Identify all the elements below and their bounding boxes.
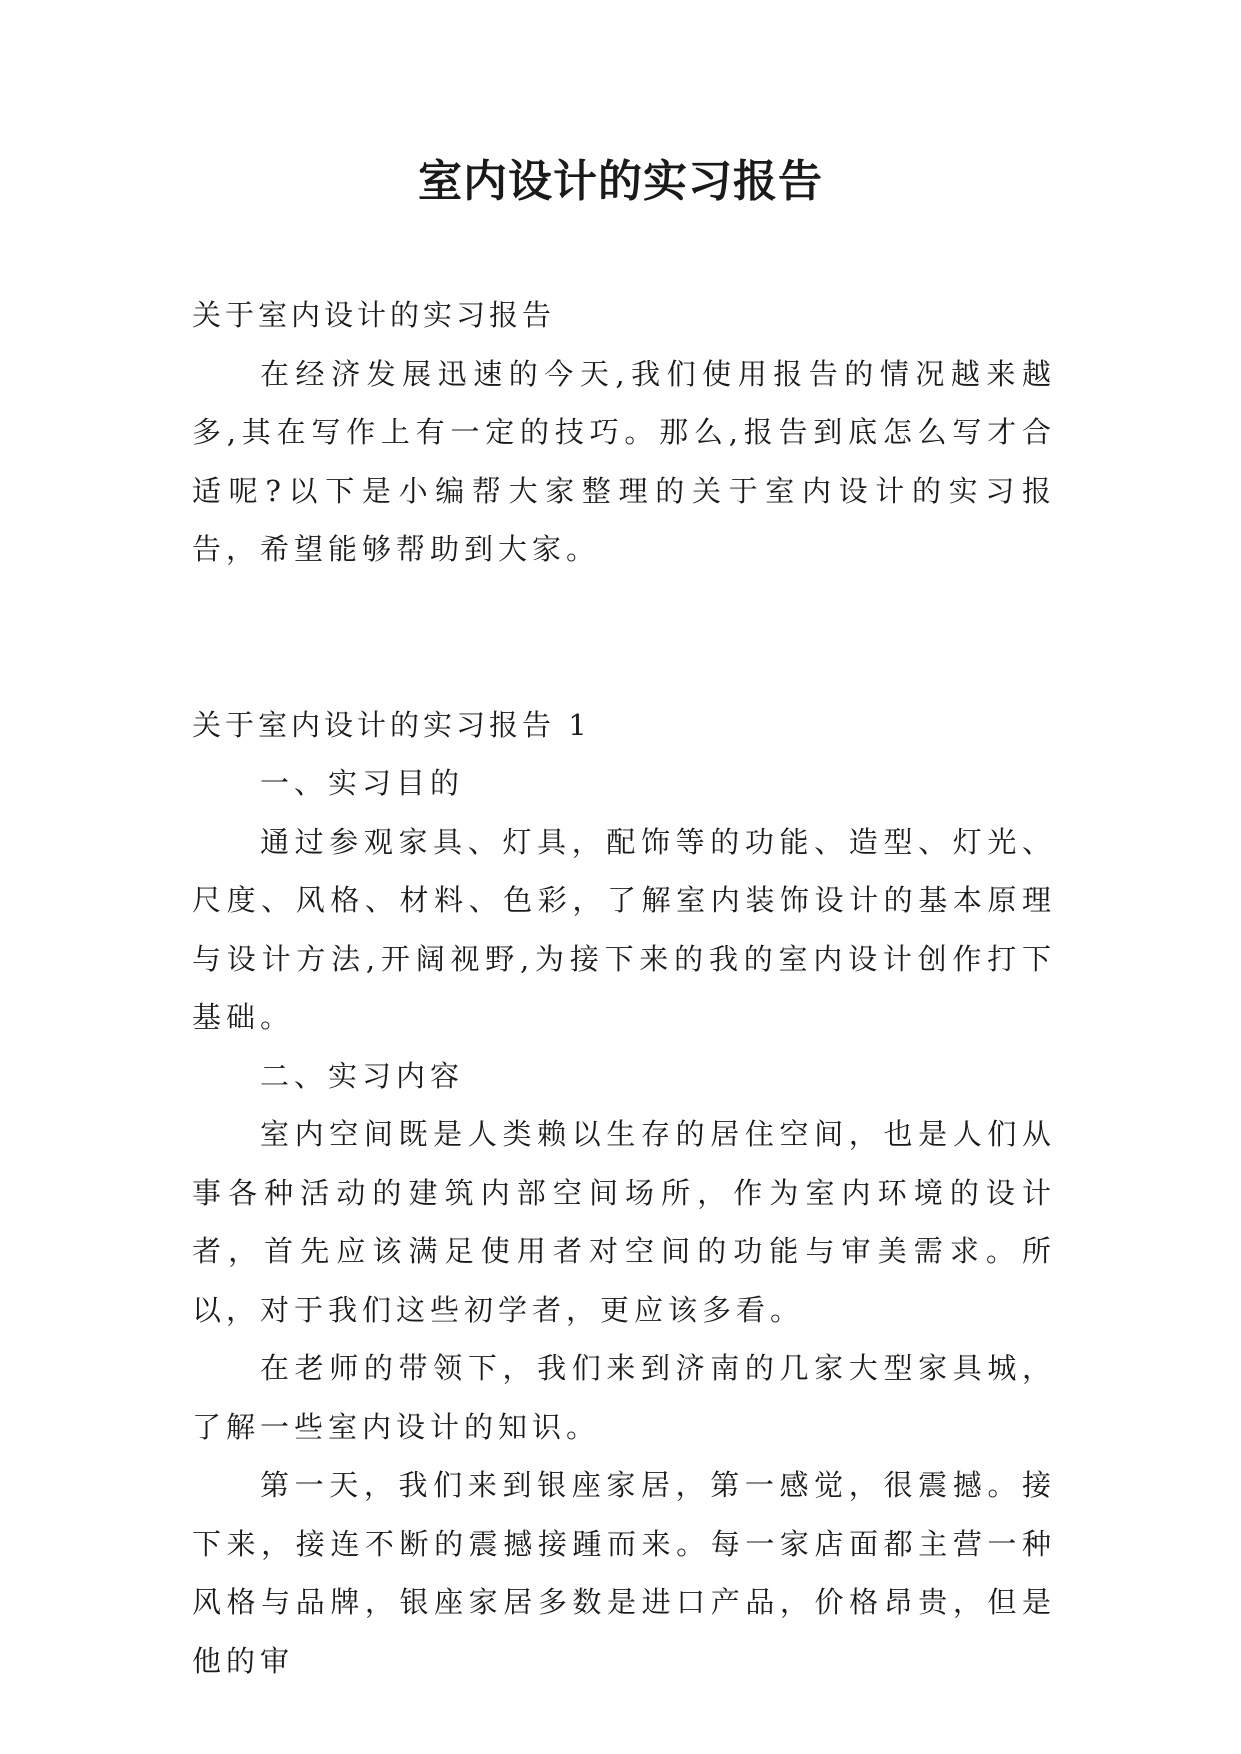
content-paragraph-2: 在老师的带领下，我们来到济南的几家大型家具城，了解一些室内设计的知识。 (192, 1351, 1056, 1444)
section-spacer (192, 579, 1056, 696)
content-paragraph-1: 室内空间既是人类赖以生存的居住空间，也是人们从事各种活动的建筑内部空间场所，作为室内环境的设计者，首先应该满足使用者对空间的功能与审美需求。所以，对于我们这些初学者，更应该多看。 (192, 1117, 1056, 1327)
purpose-paragraph: 通过参观家具、灯具，配饰等的功能、造型、灯光、尺度、风格、材料、色彩，了解室内装饰设计的基本原理与设计方法,开阔视野,为接下来的我的室内设计创作打下基础。 (192, 824, 1056, 1034)
document-title: 室内设计的实习报告 (418, 156, 823, 207)
content-paragraph-3: 第一天，我们来到银座家居，第一感觉，很震撼。接下来，接连不断的震撼接踵而来。每一家店面都主营一种风格与品牌，银座家居多数是进口产品，价格昂贵，但是他的审 (192, 1468, 1056, 1678)
intro-heading: 关于室内设计的实习报告 (192, 298, 556, 332)
intro-paragraph: 在经济发展迅速的今天,我们使用报告的情况越来越多,其在写作上有一定的技巧。那么,报告到底怎么写才合适呢?以下是小编帮大家整理的关于室内设计的实习报告，希望能够帮助到大家。 (192, 356, 1056, 566)
section-heading: 关于室内设计的实习报告 1 (192, 707, 591, 742)
content-heading: 二、实习内容 (260, 1058, 465, 1093)
purpose-heading: 一、实习目的 (260, 766, 465, 800)
document-body (192, 286, 1056, 1690)
